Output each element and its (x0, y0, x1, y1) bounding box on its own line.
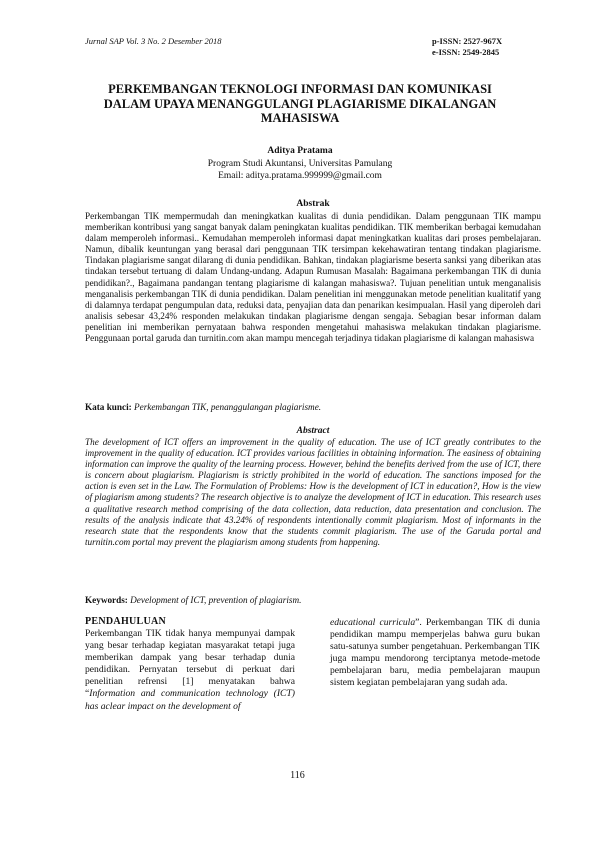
section-heading-pendahuluan: PENDAHULUAN (85, 616, 167, 627)
issn-block (432, 36, 502, 58)
kata-kunci (85, 402, 541, 412)
keywords-value: Development of ICT, prevention of plagiarism. (127, 595, 302, 605)
kata-kunci-value: Perkembangan TIK, penanggulangan plagiarisme. (131, 402, 322, 412)
title-line-1: PERKEMBANGAN TEKNOLOGI INFORMASI DAN KOMUNIKASI (108, 82, 492, 96)
title-line-3: MAHASISWA (260, 111, 340, 125)
abstract-text: The development of ICT offers an improvement in the quality of education. The use of ICT greatly contributes to the improvement in the quality of education. ICT provides various facilities in obtaining information. The easiness of obtaining information can improve the quality of the learning process. However, behind the benefits derived from the use of ICT, there is concern about plagiarism. Plagiarism is strictly prohibited in the world of education. The sanctions imposed for the action is even set in the Law. The Formulation of Problems: How is the development of ICT in education?, How is the view of plagiarism among students? The research objective is to analyze the development of ICT in education. This research uses a qualitative research method comprising of the data collection, data reduction, data presentation and conclusion. The results of the analysis indicate that 43.24% of respondents intentionally commit plagiarism. Most of informants in the research state that the respondents know that the students commit plagiarism. The use of the Garuda portal and turnitin.com portal may prevent the plagiarism among students from happening. (85, 437, 541, 547)
intro-left-column (85, 628, 295, 713)
abstrak-heading: Abstrak (296, 199, 330, 209)
title-line-2: DALAM UPAYA MENANGGULANGI PLAGIARISME DIKALANGAN (103, 96, 497, 111)
page-number: 116 (290, 770, 305, 781)
author-email: Email: aditya.pratama.999999@gmail.com (218, 171, 382, 181)
abstract-heading: Abstract (296, 426, 330, 436)
author-name: Aditya Pratama (267, 146, 333, 156)
intro-right-column (330, 617, 540, 690)
journal-header: Jurnal SAP Vol. 3 No. 2 Desember 2018 (85, 36, 222, 46)
keywords (85, 595, 541, 605)
intro-right-quote: educational curricula (330, 617, 416, 628)
intro-left-quote: Information and communication technology (ICT) has aclear impact on the development of (85, 688, 295, 712)
kata-kunci-label: Kata kunci: (85, 402, 132, 412)
p-issn: p-ISSN: 2527-967X (432, 36, 503, 46)
intro-right-text: ”. Perkembangan TIK di dunia pendidikan mampu memperjelas bahwa guru bukan satu-satunya sumber pengetahuan. Perkembangan TIK juga mampu mendorong terciptanya metode-metode pembelajaran baru, media pembelajaran maupun sistem kegiatan pembelajaran yang sudah ada. (330, 617, 540, 689)
intro-left-text: Perkembangan TIK tidak hanya mempunyai dampak yang besar terhadap kegiatan masyarakat tetapi juga memberikan dampak yang besar terhadap dunia pendidikan. Pernyatan tersebut di perkuat dari penelitian refrensi [1] menyatakan bahwa “ (85, 628, 295, 700)
author-affiliation: Program Studi Akuntansi, Universitas Pamulang (207, 159, 393, 169)
e-issn: e-ISSN: 2549-2845 (432, 47, 500, 57)
paper-title (80, 82, 520, 126)
abstrak-text: Perkembangan TIK mempermudah dan meningkatkan kualitas di dunia pendidikan. Dalam penggunaan TIK mampu memberikan kontribusi yang sangat banyak dalam peningkatan kualitas pendidikan. TIK memberikan berbagai kemudahan dalam memperoleh informasi.. Kemudahan memperoleh informasi dapat meningkatkan kualitas dari proses pembelajaran. Namun, dibalik keuntungan yang berasal dari penggunaan TIK tersimpan kekehawatiran tentang tindakan plagiarisme. Tindakan plagiarisme sangat dilarang di dunia pendidikan. Bahkan, tindakan plagiarisme beserta sanksi yang diberikan atas tindakan tersebut tertuang di dalam Undang-undang. Adapun Rumusan Masalah: Bagaimana perkembangan TIK di dunia pendidikan?., Bagaimana pandangan tentang plagiarisme di kalangan mahasiswa?. Tujuan penelitian untuk menganalisis menganalisis perkembangan TIK di dunia pendidikan. Dalam penelitian ini menggunakan metode penelitian kualitatif yang di dalamnya terdapat pengumpulan data, reduksi data, penyajian data dan penarikan kesimpualan. Hasil yang diperoleh dari analisis sebesar 43,24% responden melakukan tindakan plagiarisme dengan sengaja. Sebagian besar informan dalam penelitian ini memberikan pernyataan bahwa responden mengetahui mahasiswa melakukan tindakan plagiarisme. Penggunaan portal garuda dan turnitin.com akan mampu mencegah terjadinya tidakan plagiarisme di kalangan mahasiswa (85, 211, 541, 344)
author-affiliation-block (80, 158, 520, 182)
keywords-label: Keywords: (85, 595, 128, 605)
